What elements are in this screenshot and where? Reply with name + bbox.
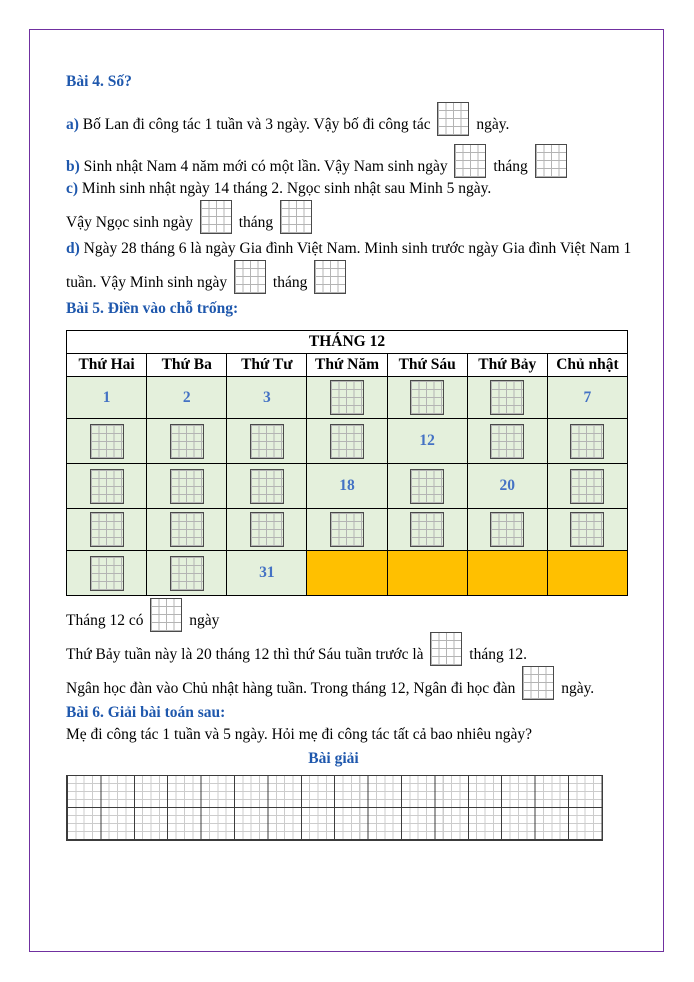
ex5-line-2 <box>66 632 633 666</box>
answer-box[interactable] <box>90 424 124 459</box>
day-number: 20 <box>499 477 516 494</box>
calendar-month-title: THÁNG 12 <box>67 331 628 354</box>
ex6-problem: Mẹ đi công tác 1 tuần và 5 ngày. Hỏi mẹ đi công tác tất cả bao nhiêu ngày? <box>66 726 532 743</box>
calendar-day-cell <box>547 377 627 419</box>
weekday-header-thu: Thứ Năm <box>307 354 387 377</box>
exercise4-title: Bài 4. Số? <box>66 73 132 90</box>
ex4-c-text: Minh sinh nhật ngày 14 tháng 2. Ngọc sinh nhật sau Minh 5 ngày. <box>81 180 492 197</box>
calendar-day-cell <box>227 377 307 419</box>
answer-box[interactable] <box>522 666 554 700</box>
calendar-day-cell <box>547 464 627 509</box>
calendar-week-row <box>67 551 628 596</box>
ex4-d-text: Ngày 28 tháng 6 là ngày Gia đình Việt Nam. Minh sinh trước ngày Gia đình Việt Nam 1 <box>83 240 632 257</box>
answer-box[interactable] <box>430 632 462 666</box>
calendar-day-cell <box>67 377 147 419</box>
answer-box[interactable] <box>570 469 604 504</box>
answer-box[interactable] <box>410 512 444 547</box>
answer-box[interactable] <box>170 512 204 547</box>
calendar-day-cell <box>467 509 547 551</box>
answer-box[interactable] <box>330 424 364 459</box>
calendar-day-cell <box>147 377 227 419</box>
ex5-p3-text-after: ngày. <box>561 680 595 697</box>
calendar-week-row <box>67 419 628 464</box>
answer-box[interactable] <box>90 556 124 591</box>
blocked-day-cell <box>307 551 387 596</box>
calendar-day-cell <box>227 464 307 509</box>
ex4-line-c2 <box>66 200 633 234</box>
answer-box[interactable] <box>250 469 284 504</box>
answer-box[interactable] <box>410 469 444 504</box>
calendar-day-cell <box>547 509 627 551</box>
exercise6-title: Bài 6. Giải bài toán sau: <box>66 704 226 721</box>
ex4-line-d2 <box>66 260 633 294</box>
answer-box[interactable] <box>280 200 312 234</box>
solution-writing-grid[interactable] <box>66 775 603 841</box>
answer-box[interactable] <box>90 469 124 504</box>
ex4-line-c1 <box>66 178 633 200</box>
day-number: 1 <box>102 388 111 406</box>
calendar-day-cell <box>467 419 547 464</box>
ex5-p3-text: Ngân học đàn vào Chủ nhật hàng tuần. Trong tháng 12, Ngân đi học đàn <box>66 680 516 697</box>
calendar-week-row <box>67 509 628 551</box>
worksheet-page <box>29 29 664 952</box>
answer-box[interactable] <box>490 424 524 459</box>
calendar-day-cell <box>67 509 147 551</box>
ex5-line-3 <box>66 666 633 700</box>
calendar-day-cell <box>227 551 307 596</box>
calendar-day-cell <box>387 377 467 419</box>
exercise5-title: Bài 5. Điền vào chỗ trống: <box>66 300 239 317</box>
calendar-day-cell <box>67 464 147 509</box>
answer-box[interactable] <box>250 424 284 459</box>
calendar-day-cell <box>307 464 387 509</box>
ex5-p1-text-after: ngày <box>189 612 220 629</box>
answer-box[interactable] <box>570 512 604 547</box>
answer-box[interactable] <box>437 102 469 136</box>
answer-box[interactable] <box>454 144 486 178</box>
calendar-day-cell <box>227 509 307 551</box>
blocked-day-cell <box>547 551 627 596</box>
calendar-day-cell <box>147 464 227 509</box>
answer-box[interactable] <box>170 469 204 504</box>
ex4-line-b <box>66 144 633 178</box>
weekday-header-sat: Thứ Bảy <box>467 354 547 377</box>
calendar-day-cell <box>307 509 387 551</box>
calendar-day-cell <box>547 419 627 464</box>
blocked-day-cell <box>387 551 467 596</box>
day-number: 12 <box>419 432 435 449</box>
answer-box[interactable] <box>170 424 204 459</box>
answer-box[interactable] <box>200 200 232 234</box>
ex4-c2-text-after: tháng <box>238 214 274 231</box>
weekday-header-wed: Thứ Tư <box>227 354 307 377</box>
calendar-day-cell <box>387 509 467 551</box>
day-number: 2 <box>182 388 191 406</box>
weekday-header-sun: Chủ nhật <box>547 354 627 377</box>
ex5-p2-text-after: tháng 12. <box>469 646 527 663</box>
ex4-line-d1 <box>66 238 633 260</box>
answer-box[interactable] <box>330 380 364 415</box>
answer-box[interactable] <box>570 424 604 459</box>
calendar-day-cell <box>467 464 547 509</box>
ex5-p2-text: Thứ Bảy tuần này là 20 tháng 12 thì thứ Sáu tuần trước là <box>66 646 424 663</box>
answer-box[interactable] <box>234 260 266 294</box>
answer-box[interactable] <box>314 260 346 294</box>
ex4-a-text-after: ngày. <box>476 116 510 133</box>
weekday-header-tue: Thứ Ba <box>147 354 227 377</box>
ex4-d2-text-after: tháng <box>272 274 308 291</box>
calendar-day-cell <box>307 377 387 419</box>
calendar-week-row <box>67 464 628 509</box>
answer-box[interactable] <box>250 512 284 547</box>
answer-box[interactable] <box>490 380 524 415</box>
ex5-p1-text: Tháng 12 có <box>66 612 144 629</box>
calendar-title-row <box>67 331 628 354</box>
calendar-week-row <box>67 377 628 419</box>
calendar-day-cell <box>387 464 467 509</box>
item-label-a: a) <box>66 116 79 133</box>
item-label-b: b) <box>66 158 80 175</box>
answer-box[interactable] <box>330 512 364 547</box>
blocked-day-cell <box>467 551 547 596</box>
weekday-header-mon: Thứ Hai <box>67 354 147 377</box>
weekday-header-fri: Thứ Sáu <box>387 354 467 377</box>
day-number: 18 <box>339 477 355 494</box>
calendar-header-row <box>67 354 628 377</box>
ex5-line-1 <box>66 598 633 632</box>
ex4-a-text: Bố Lan đi công tác 1 tuần và 3 ngày. Vậy bố đi công tác <box>82 116 431 133</box>
calendar-day-cell <box>467 377 547 419</box>
item-label-d: d) <box>66 240 80 257</box>
answer-box[interactable] <box>535 144 567 178</box>
december-calendar-table <box>66 330 628 596</box>
answer-box[interactable] <box>170 556 204 591</box>
day-number: 7 <box>583 388 592 406</box>
solution-heading: Bài giải <box>308 750 359 767</box>
answer-box[interactable] <box>490 512 524 547</box>
calendar-day-cell <box>147 551 227 596</box>
calendar-day-cell <box>67 419 147 464</box>
calendar-day-cell <box>147 509 227 551</box>
worksheet-content <box>30 30 663 841</box>
ex4-d2-text: tuần. Vậy Minh sinh ngày <box>66 274 228 291</box>
ex4-b-text: Sinh nhật Nam 4 năm mới có một lần. Vậy Nam sinh ngày <box>83 158 448 175</box>
ex4-b-text-after: tháng <box>493 158 528 175</box>
calendar-day-cell <box>227 419 307 464</box>
day-number: 3 <box>262 388 271 406</box>
calendar-day-cell <box>307 419 387 464</box>
item-label-c: c) <box>66 180 79 197</box>
answer-box[interactable] <box>410 380 444 415</box>
day-number: 31 <box>259 564 275 581</box>
answer-box[interactable] <box>90 512 124 547</box>
calendar-day-cell <box>387 419 467 464</box>
ex4-c2-text: Vậy Ngọc sinh ngày <box>66 214 193 231</box>
answer-box[interactable] <box>150 598 182 632</box>
calendar-day-cell <box>67 551 147 596</box>
ex4-line-a <box>66 102 633 136</box>
calendar-day-cell <box>147 419 227 464</box>
